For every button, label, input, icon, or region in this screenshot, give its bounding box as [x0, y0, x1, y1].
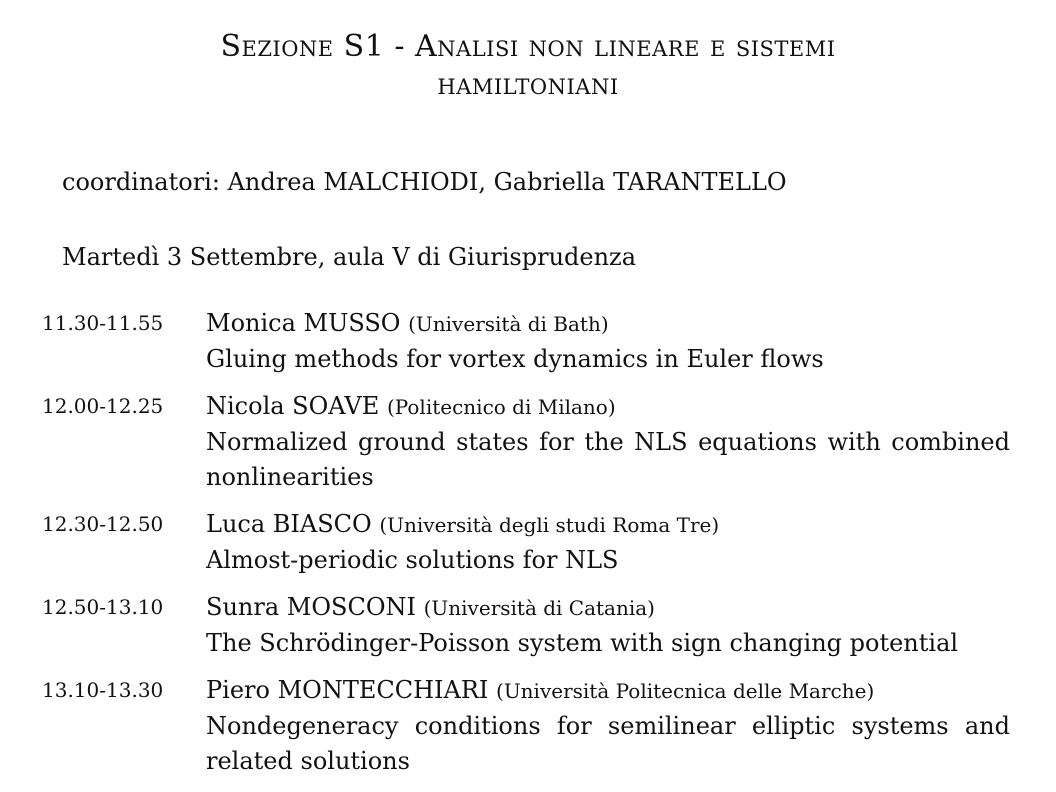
speaker-name: Piero MONTECCHIARI — [206, 676, 489, 704]
talk-title: Almost-periodic solutions for NLS — [206, 546, 619, 574]
talk-time: 13.10-13.30 — [42, 678, 164, 702]
talk-body — [206, 673, 1010, 779]
talk-entry — [0, 507, 1056, 578]
speaker-line — [206, 590, 1010, 626]
talk-title: Nondegeneracy conditions for semilinear elliptic systems and related solutions — [206, 712, 1010, 775]
speaker-name: Sunra MOSCONI — [206, 593, 416, 621]
coordinators-line: coordinatori: Andrea MALCHIODI, Gabriella TARANTELLO — [62, 168, 787, 196]
talk-entry — [0, 389, 1056, 495]
talk-body — [206, 389, 1010, 495]
talk-title: Gluing methods for vortex dynamics in Euler flows — [206, 345, 824, 373]
speaker-affiliation: (Politecnico di Milano) — [386, 395, 616, 419]
section-title-line-2: hamiltoniani — [437, 67, 619, 102]
talk-time: 12.30-12.50 — [42, 512, 164, 536]
speaker-line — [206, 673, 1010, 709]
talk-entry — [0, 590, 1056, 661]
talk-schedule — [0, 306, 1056, 791]
talk-time: 12.50-13.10 — [42, 595, 164, 619]
speaker-name: Monica MUSSO — [206, 309, 401, 337]
talk-body — [206, 507, 1010, 578]
speaker-affiliation: (Università di Bath) — [408, 312, 609, 336]
speaker-line — [206, 389, 1010, 425]
session-date-location: Martedì 3 Settembre, aula V di Giurisprudenza — [62, 243, 637, 271]
speaker-line — [206, 306, 1010, 342]
section-title-line-1: Sezione S1 - Analisi non lineare e sistemi — [220, 29, 836, 64]
speaker-affiliation: (Università di Catania) — [423, 596, 655, 620]
speaker-name: Nicola SOAVE — [206, 392, 380, 420]
speaker-name: Luca BIASCO — [206, 510, 372, 538]
talk-body — [206, 590, 1010, 661]
section-title — [0, 28, 1056, 104]
speaker-affiliation: (Università Politecnica delle Marche) — [496, 679, 875, 703]
speaker-line — [206, 507, 1010, 543]
talk-time: 11.30-11.55 — [42, 311, 164, 335]
talk-entry — [0, 306, 1056, 377]
talk-entry — [0, 673, 1056, 779]
speaker-affiliation: (Università degli studi Roma Tre) — [379, 513, 720, 537]
talk-title: The Schrödinger-Poisson system with sign changing potential — [206, 629, 959, 657]
talk-body — [206, 306, 1010, 377]
talk-time: 12.00-12.25 — [42, 394, 164, 418]
talk-title: Normalized ground states for the NLS equations with combined nonlinearities — [206, 428, 1010, 491]
